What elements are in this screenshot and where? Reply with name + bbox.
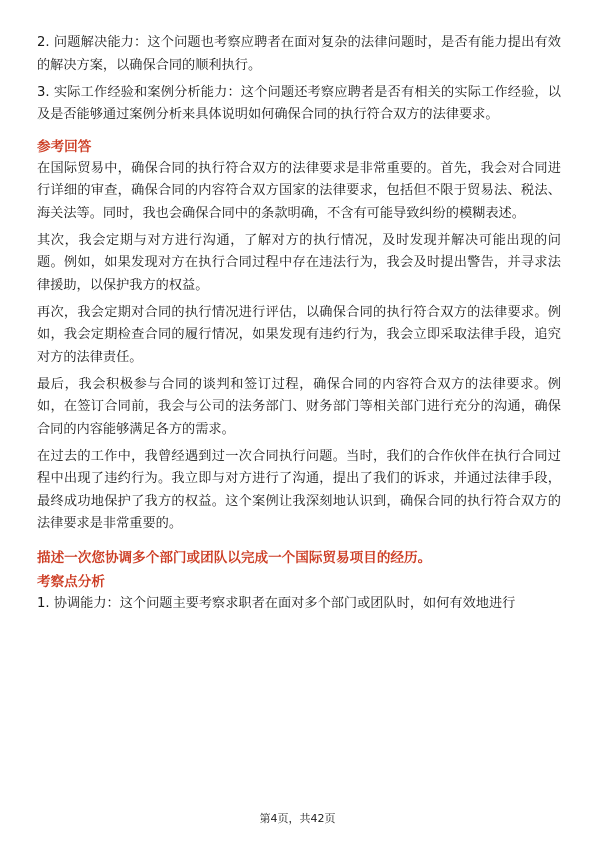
answer-paragraph-4: 最后，我会积极参与合同的谈判和签订过程，确保合同的内容符合双方的法律要求。例如，在签订合同前，我会与公司的法务部门、财务部门等相关部门进行充分的沟通，确保合同的内容能够满足各方的需求。 (37, 376, 561, 437)
answer-paragraph-5: 在过去的工作中，我曾经遇到过一次合同执行问题。当时，我们的合作伙伴在执行合同过程中出现了违约行为。我立即与对方进行了沟通，提出了我们的诉求，并通过法律手段，最终成功地保护了我方的权益。这个案例让我深刻地认识到，确保合同的执行符合双方的法律要求是非常重要的。 (37, 448, 561, 531)
analysis-point-1: 1. 协调能力：这个问题主要考察求职者在面对多个部门或团队时，如何有效地进行 (37, 595, 516, 611)
evaluation-point-2: 2. 问题解决能力：这个问题也考察应聘者在面对复杂的法律问题时，是否有能力提出有效的解决方案，以确保合同的顺利执行。 (37, 35, 561, 73)
page-footer (0, 812, 595, 826)
analysis-heading: 考察点分析 (37, 573, 105, 590)
answer-paragraph-3: 再次，我会定期对合同的执行情况进行评估，以确保合同的执行符合双方的法律要求。例如，我会定期检查合同的履行情况，如果发现有违约行为，我会立即采取法律手段，追究对方的法律责任。 (37, 304, 561, 365)
answer-paragraph-2: 其次，我会定期与对方进行沟通，了解对方的执行情况，及时发现并解决可能出现的问题。例如，如果发现对方在执行合同过程中存在违法行为，我会及时提出警告，并寻求法律援助，以保护我方的权益。 (37, 232, 561, 293)
evaluation-point-3: 3. 实际工作经验和案例分析能力：这个问题还考察应聘者是否有相关的实际工作经验，以及是否能够通过案例分析来具体说明如何确保合同的执行符合双方的法律要求。 (37, 84, 561, 122)
next-question-heading: 描述一次您协调多个部门或团队以完成一个国际贸易项目的经历。 (37, 549, 432, 566)
reference-answer-heading: 参考回答 (37, 138, 92, 155)
answer-paragraph-1: 在国际贸易中，确保合同的执行符合双方的法律要求是非常重要的。首先，我会对合同进行详细的审查，确保合同的内容符合双方国家的法律要求，包括但不限于贸易法、税法、海关法等。同时，我也会确保合同中的条款明确，不含有可能导致纠纷的模糊表述。 (37, 160, 561, 221)
page-number: 第4页，共42页 (259, 812, 336, 825)
document-body (37, 32, 561, 620)
